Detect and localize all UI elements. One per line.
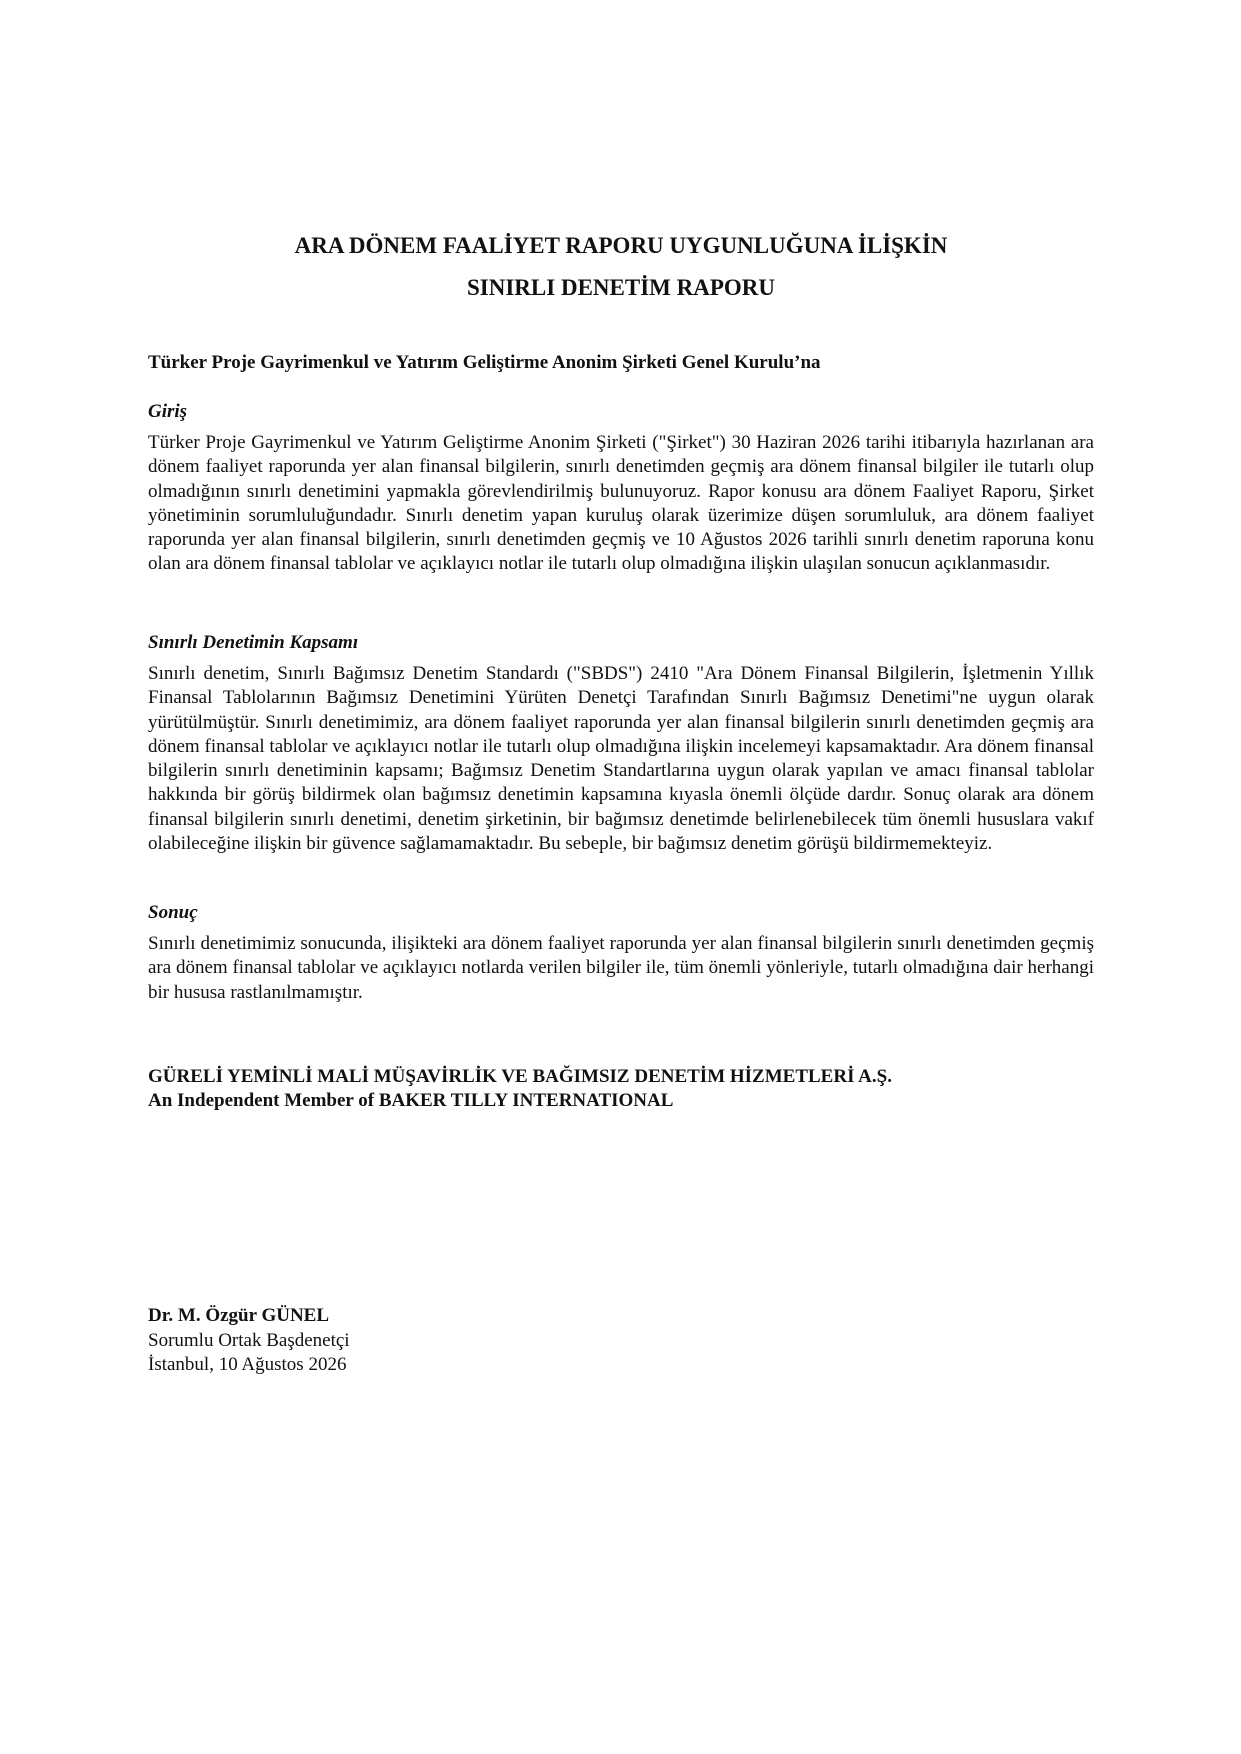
signatory-place-date: İstanbul, 10 Ağustos 2026 xyxy=(148,1354,347,1375)
intro-heading: Giriş xyxy=(148,401,188,422)
conclusion-paragraph: Sınırlı denetimimiz sonucunda, ilişikteki ara dönem faaliyet raporunda yer alan finansal bilgilerin sınırlı denetimden geçmiş ara dönem finansal tablolar ve açıklayıcı notlarda verilen bilgiler ile, tüm önemli yönleriyle, tutarlı olmadığına dair herhangi bir hususa rastlanılmamıştır. xyxy=(148,933,1094,1003)
intro-paragraph: Türker Proje Gayrimenkul ve Yatırım Geliştirme Anonim Şirketi ("Şirket") 30 Haziran 2026 tarihi itibarıyla hazırlanan ara dönem faaliyet raporunda yer alan finansal bilgilerin, sınırlı denetimden geçmiş ara dönem finansal bilgiler ile tutarlı olup olmadığının sınırlı denetimini yapmakla görevlendirilmiş bulunuyoruz. Rapor konusu ara dönem Faaliyet Raporu, Şirket yönetiminin sorumluluğundadır. Sınırlı denetim yapan kuruluş olarak üzerimize düşen sorumluluk, ara dönem faaliyet raporunda yer alan finansal bilgilerin, sınırlı denetimden geçmiş ve 10 Ağustos 2026 tarihli sınırlı denetim raporuna konu olan ara dönem finansal tablolar ve açıklayıcı notlar ile tutarlı olup olmadığına ilişkin ulaşılan sonucun açıklanmasıdır. xyxy=(148,432,1094,575)
audit-firm-block xyxy=(148,1065,892,1113)
audit-firm-membership: An Independent Member of BAKER TILLY INTERNATIONAL xyxy=(148,1090,674,1111)
report-page xyxy=(148,225,1094,1375)
report-title-line2: SINIRLI DENETİM RAPORU xyxy=(467,275,775,300)
audit-firm-name: GÜRELİ YEMİNLİ MALİ MÜŞAVİRLİK VE BAĞIMSIZ DENETİM HİZMETLERİ A.Ş. xyxy=(148,1066,892,1087)
signatory-name: Dr. M. Özgür GÜNEL xyxy=(148,1305,330,1326)
report-title xyxy=(148,225,1094,309)
scope-paragraph: Sınırlı denetim, Sınırlı Bağımsız Denetim Standardı ("SBDS") 2410 "Ara Dönem Finansal Bilgilerin, İşletmenin Yıllık Finansal Tablolarının Bağımsız Denetimini Yürüten Denetçi Tarafından Sınırlı Bağımsız Denetimi"ne uygun olarak yürütülmüştür. Sınırlı denetimimiz, ara dönem faaliyet raporunda yer alan finansal bilgilerin sınırlı denetimden geçmiş ara dönem finansal tablolar ve açıklayıcı notlar ile tutarlı olup olmadığına ilişkin incelemeyi kapsamaktadır. Ara dönem finansal bilgilerin sınırlı denetiminin kapsamı; Bağımsız Denetim Standartlarına uygun olarak yapılan ve amacı finansal tablolar hakkında bir görüş bildirmek olan bağımsız denetimin kapsamına kıyasla önemli ölçüde dardır. Sonuç olarak ara dönem finansal bilgilerin sınırlı denetimi, denetim şirketinin, bir bağımsız denetimde belirlenebilecek tüm önemli hususlara vakıf olabileceğine ilişkin bir güvence sağlamamaktadır. Bu sebeple, bir bağımsız denetim görüşü bildirmemekteyiz. xyxy=(148,663,1094,855)
signatory-role: Sorumlu Ortak Başdenetçi xyxy=(148,1329,350,1351)
addressee: Türker Proje Gayrimenkul ve Yatırım Geliştirme Anonim Şirketi Genel Kurulu’na xyxy=(148,352,821,373)
report-title-line1: ARA DÖNEM FAALİYET RAPORU UYGUNLUĞUNA İLİŞKİN xyxy=(294,233,948,258)
conclusion-heading: Sonuç xyxy=(148,902,198,923)
signature-block xyxy=(148,1304,350,1378)
scope-heading: Sınırlı Denetimin Kapsamı xyxy=(148,632,359,653)
